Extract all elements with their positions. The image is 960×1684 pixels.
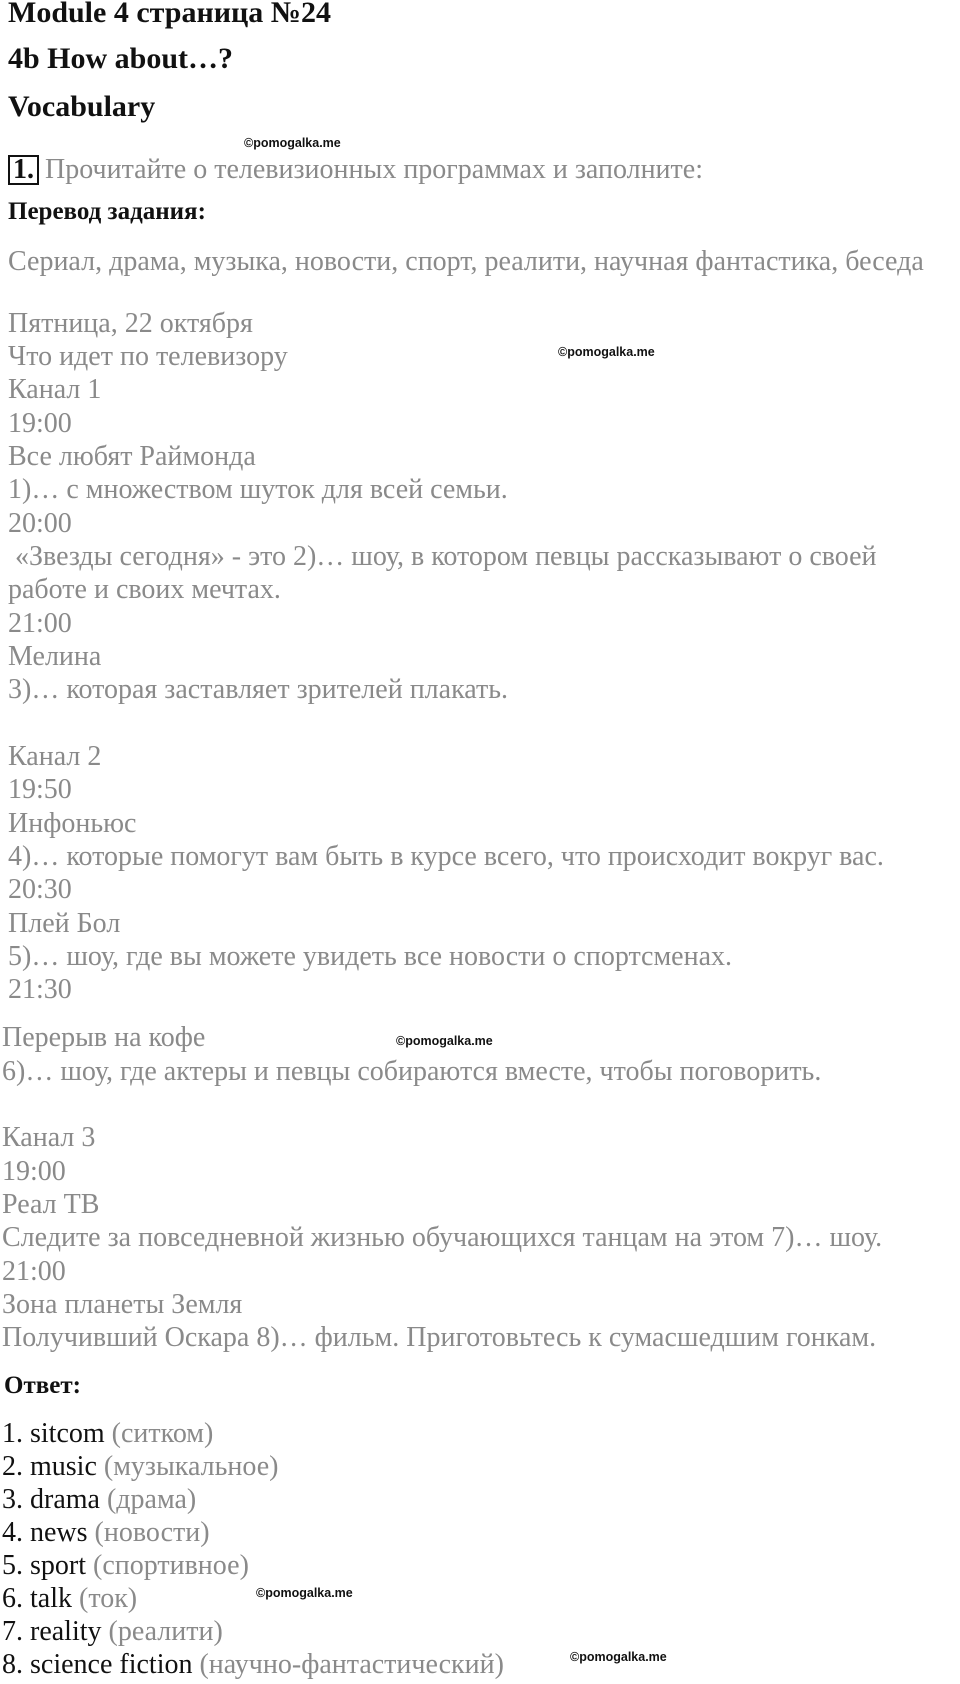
word-list: Сериал, драма, музыка, новости, спорт, реалити, научная фантастика, беседа [8, 246, 924, 277]
watermark: ©pomogalka.me [570, 1650, 667, 1664]
time: 19:00 [2, 1156, 66, 1187]
task-instruction: Прочитайте о телевизионных программах и заполните: [45, 154, 703, 185]
program-description: 1)… с множеством шуток для всей семьи. [8, 474, 508, 505]
program-title: Реал ТВ [2, 1189, 100, 1220]
program-title: Зона планеты Земля [2, 1289, 243, 1320]
program-description: 5)… шоу, где вы можете увидеть все новости о спортсменах. [8, 941, 733, 972]
program-title: Инфоньюс [8, 808, 137, 839]
answer-item: 6. talk (ток) [2, 1583, 138, 1614]
program-title: Перерыв на кофе [2, 1022, 206, 1053]
time: 19:50 [8, 774, 72, 805]
program-description-cont: работе и своих мечтах. [8, 574, 281, 605]
watermark: ©pomogalka.me [558, 345, 655, 359]
program-description: Следите за повседневной жизнью обучающихся танцам на этом 7)… шоу. [2, 1222, 883, 1253]
program-description: «Звезды сегодня» - это 2)… шоу, в котором певцы рассказывают о своей [8, 541, 877, 572]
section-title: Vocabulary [8, 90, 156, 123]
program-description: 3)… которая заставляет зрителей плакать. [8, 674, 508, 705]
page-title: Module 4 страница №24 [8, 0, 331, 29]
task-instruction-line [8, 154, 703, 186]
channel-1: Канал 1 [8, 374, 102, 405]
channel-2: Канал 2 [8, 741, 102, 772]
time: 19:00 [8, 408, 72, 439]
task-number-box: 1. [8, 155, 39, 185]
answer-heading: Ответ: [4, 1372, 81, 1399]
answer-item: 3. drama (драма) [2, 1484, 197, 1515]
program-description: 4)… которые помогут вам быть в курсе всего, что происходит вокруг вас. [8, 841, 884, 872]
program-title: Мелина [8, 641, 102, 672]
program-title: Все любят Раймонда [8, 441, 256, 472]
program-description: 6)… шоу, где актеры и певцы собираются вместе, чтобы поговорить. [2, 1056, 822, 1087]
translation-heading: Перевод задания: [8, 198, 206, 225]
answer-item: 4. news (новости) [2, 1517, 210, 1548]
program-description: Получивший Оскара 8)… фильм. Приготовьтесь к сумасшедшим гонкам. [2, 1322, 877, 1353]
time: 21:30 [8, 974, 72, 1005]
answer-item: 5. sport (спортивное) [2, 1550, 249, 1581]
time: 20:00 [8, 508, 72, 539]
answer-item: 8. science fiction (научно-фантастический) [2, 1649, 504, 1680]
schedule-date: Пятница, 22 октября [8, 308, 253, 339]
time: 20:30 [8, 874, 72, 905]
time: 21:00 [2, 1256, 66, 1287]
watermark: ©pomogalka.me [396, 1034, 493, 1048]
watermark: ©pomogalka.me [244, 136, 341, 150]
answer-item: 7. reality (реалити) [2, 1616, 223, 1647]
schedule-heading: Что идет по телевизору [8, 341, 288, 372]
channel-3: Канал 3 [2, 1122, 96, 1153]
answer-item: 1. sitcom (ситком) [2, 1418, 214, 1449]
program-title: Плей Бол [8, 908, 121, 939]
answer-item: 2. music (музыкальное) [2, 1451, 279, 1482]
time: 21:00 [8, 608, 72, 639]
watermark: ©pomogalka.me [256, 1586, 353, 1600]
lesson-title: 4b How about…? [8, 42, 234, 75]
